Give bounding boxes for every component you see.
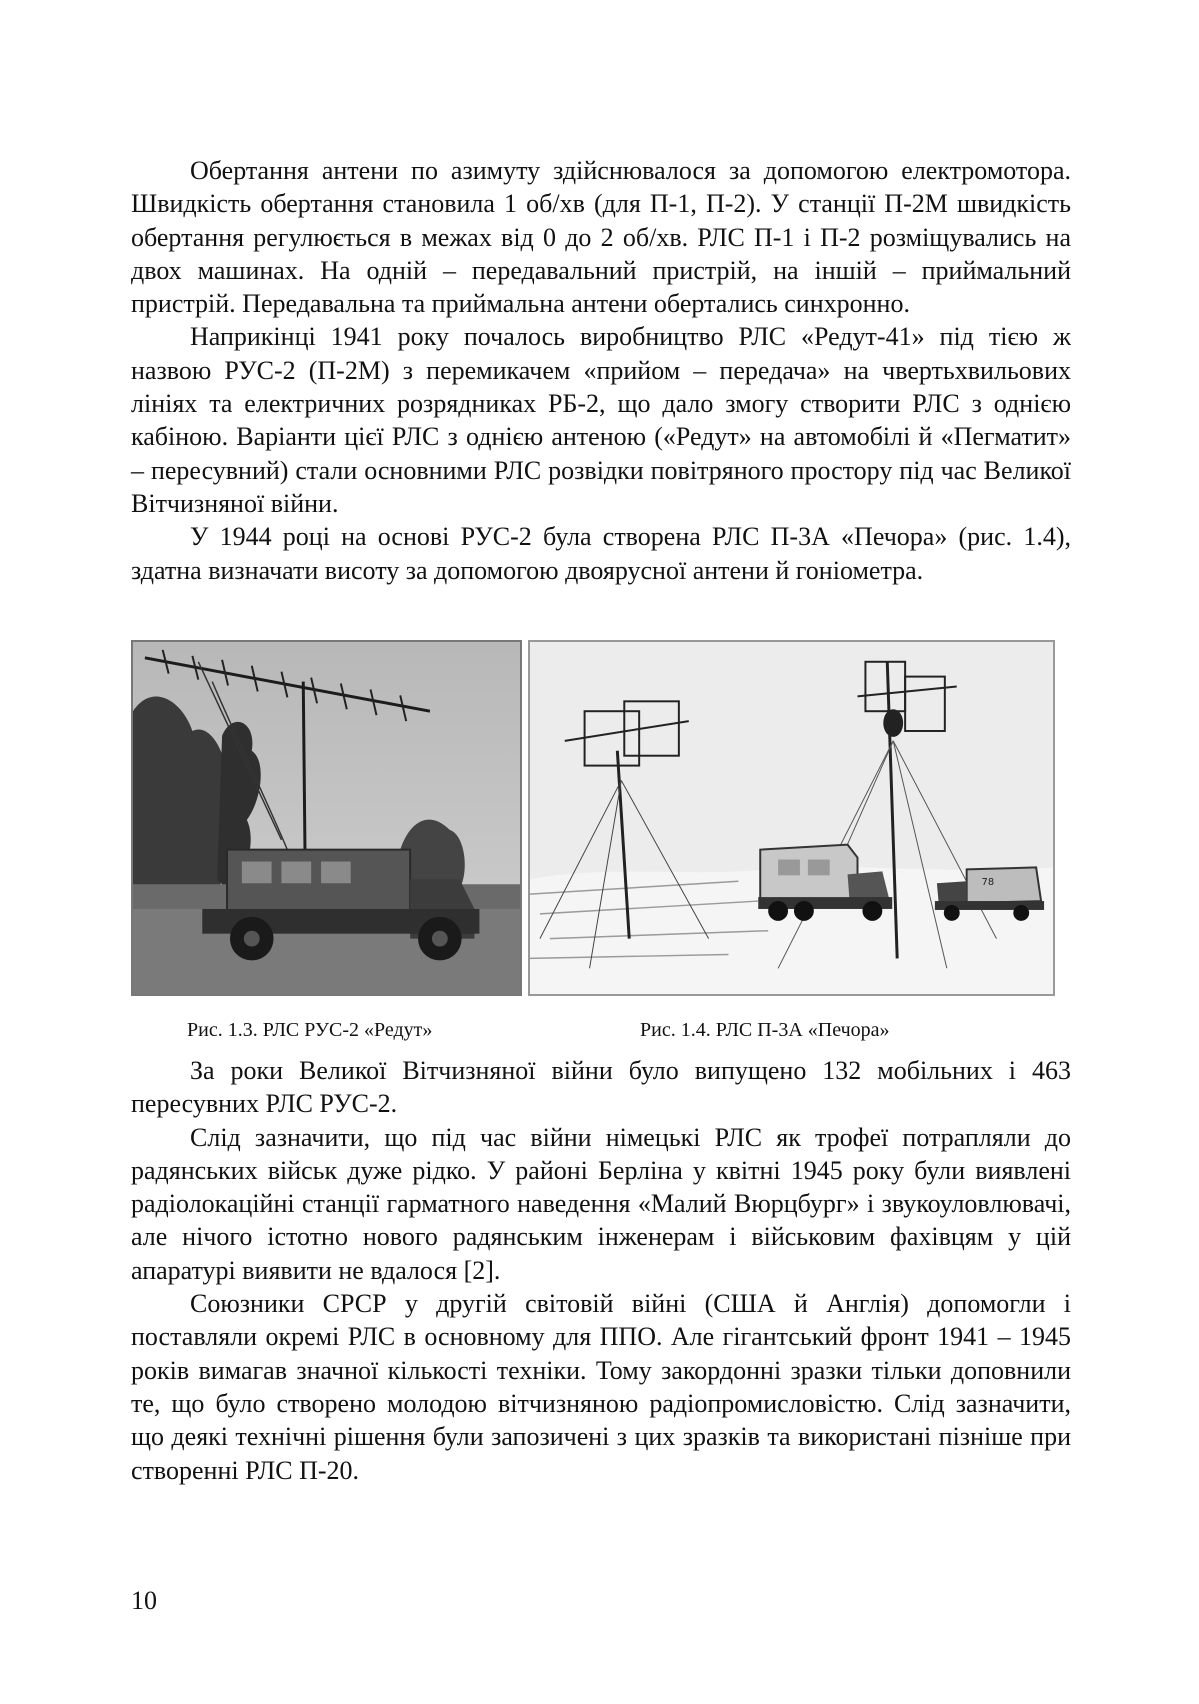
- paragraph: Слід зазначити, що під час війни німецькі РЛС як трофеї потрапляли до радянських військ дуже рідко. У районі Берліна у квітні 1945 року були виявлені радіолокаційні станції гарматного наведення «Малий Вюрцбург» і звукоуловлювачі, але нічого істотно нового радянським інженерам і військовим фахівцям у цій апаратурі виявити не вдалося [2].: [131, 1122, 1071, 1285]
- paragraph: Союзники СРСР у другій світовій війні (США й Англія) допомогли і поставляли окремі РЛС в основному для ППО. Але гігантський фронт 1941 – 1945 років вимагав значної кількості техніки. Тому закордонні зразки тільки доповнили те, що було створено молодою вітчизняною радіопромисловістю. Слід зазначити, що деякі технічні рішення були запозичені з цих зразків та використані пізніше при створенні РЛС П-20.: [131, 1289, 1071, 1485]
- body-text-bottom: [131, 1054, 1071, 1487]
- paragraph: Обертання антени по азимуту здійснювалося за допомогою електромотора. Швидкість обертання становила 1 об/хв (для П-1, П-2). У станції П-2М швидкість обертання регулюється в межах від 0 до 2 об/хв. РЛС П-1 і П-2 розміщувались на двох машинах. На одній – передавальний пристрій, на іншій – приймальний пристрій. Передавальна та приймальна антени обертались синхронно.: [131, 156, 1071, 319]
- body-text-top: [131, 154, 1071, 587]
- figure-photo-pechora: [528, 640, 1055, 996]
- page-number: 10: [131, 1586, 157, 1615]
- figure-photo-redut: [131, 640, 522, 996]
- paragraph: Наприкінці 1941 року почалось виробництво РЛС «Редут-41» під тією ж назвою РУС-2 (П-2М) з перемикачем «прийом – передача» на чвертьхвильових лініях та електричних розрядниках РБ-2, що дало змогу створити РЛС з однією кабіною. Варіанти цієї РЛС з однією антеною («Редут» на автомобілі й «Пегматит» – пересувний) стали основними РЛС розвідки повітряного простору під час Великої Вітчизняної війни.: [131, 322, 1071, 518]
- paragraph: У 1944 році на основі РУС-2 була створена РЛС П-3А «Печора» (рис. 1.4), здатна визначати висоту за допомогою двоярусної антени й гоніометра.: [131, 522, 1071, 585]
- pechora-radar-photo: [530, 642, 1053, 994]
- svg-text:78: 78: [981, 877, 995, 889]
- figure-caption: Рис. 1.3. РЛС РУС-2 «Редут»: [187, 1019, 433, 1041]
- paragraph: За роки Великої Вітчизняної війни було випущено 132 мобільних і 463 пересувних РЛС РУС-2.: [131, 1056, 1071, 1119]
- redut-radar-photo: [133, 642, 520, 994]
- figure-caption: Рис. 1.4. РЛС П-3А «Печора»: [640, 1019, 890, 1041]
